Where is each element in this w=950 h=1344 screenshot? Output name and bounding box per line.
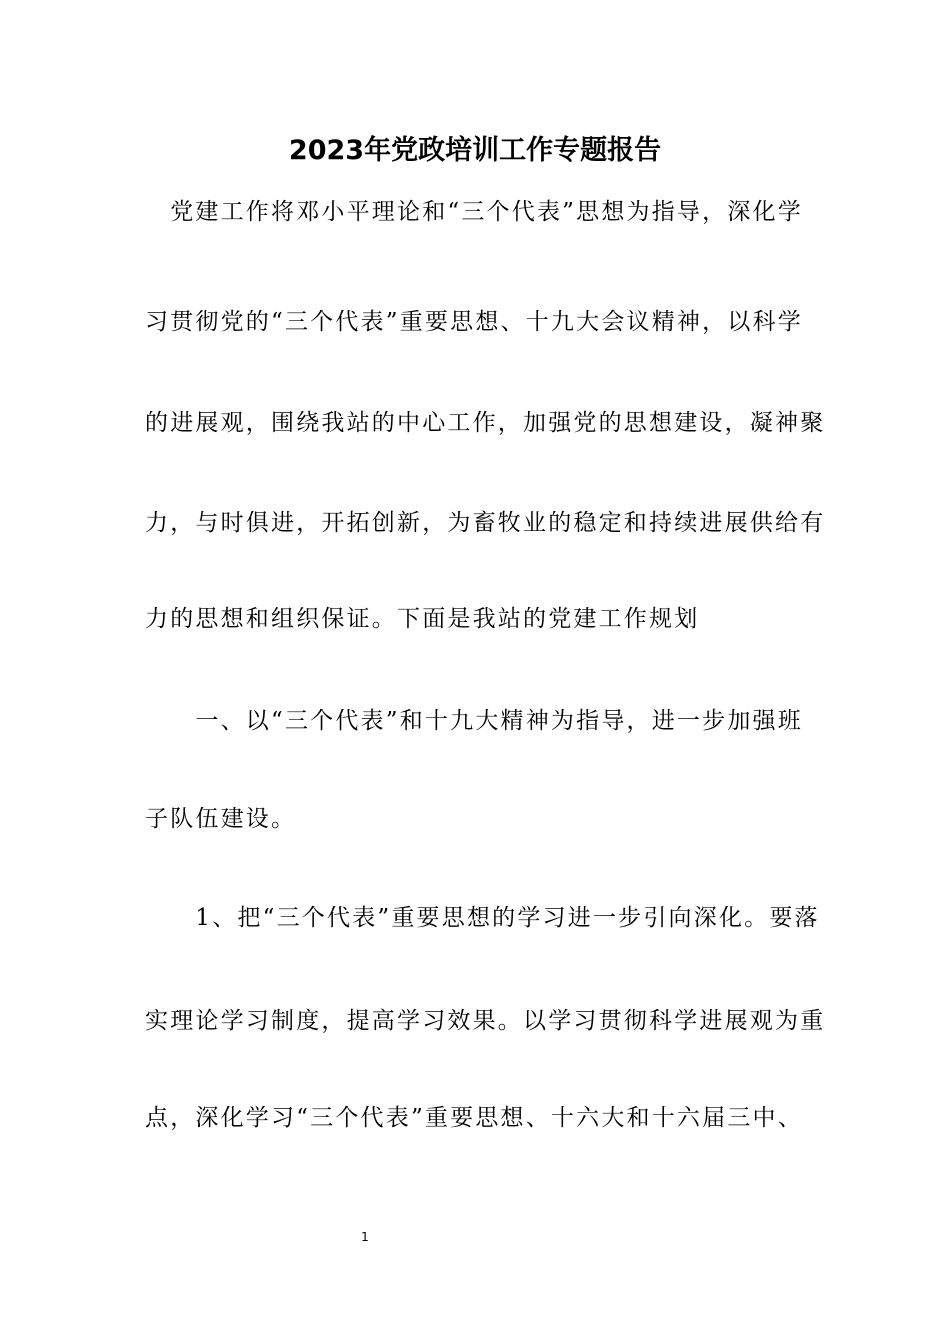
body-line: 习贯彻党的“三个代表”重要思想、十九大会议精神，以科学 [145, 309, 803, 335]
body-line: 力，与时俱进，开拓创新，为畜牧业的稳定和持续进展供给有 [145, 510, 826, 536]
page-number: 1 [361, 1230, 369, 1244]
body-line: 党建工作将邓小平理论和“三个代表”思想为指导，深化学 [145, 199, 803, 225]
body-line: 1、把“三个代表”重要思想的学习进一步引向深化。要落 [145, 905, 820, 931]
body-line: 力的思想和组织保证。下面是我站的党建工作规划 [145, 606, 700, 632]
body-line: 一、以“三个代表”和十九大精神为指导，进一步加强班 [145, 708, 803, 734]
body-line: 子队伍建设。 [145, 806, 297, 832]
body-line: 实理论学习制度，提高学习效果。以学习贯彻科学进展观为重 [145, 1008, 826, 1034]
document-title: 2023年党政培训工作专题报告 [288, 135, 662, 166]
body-line: 点，深化学习“三个代表”重要思想、十六大和十六届三中、 [145, 1105, 803, 1131]
body-line: 的进展观，围绕我站的中心工作，加强党的思想建设，凝神聚 [145, 410, 826, 436]
